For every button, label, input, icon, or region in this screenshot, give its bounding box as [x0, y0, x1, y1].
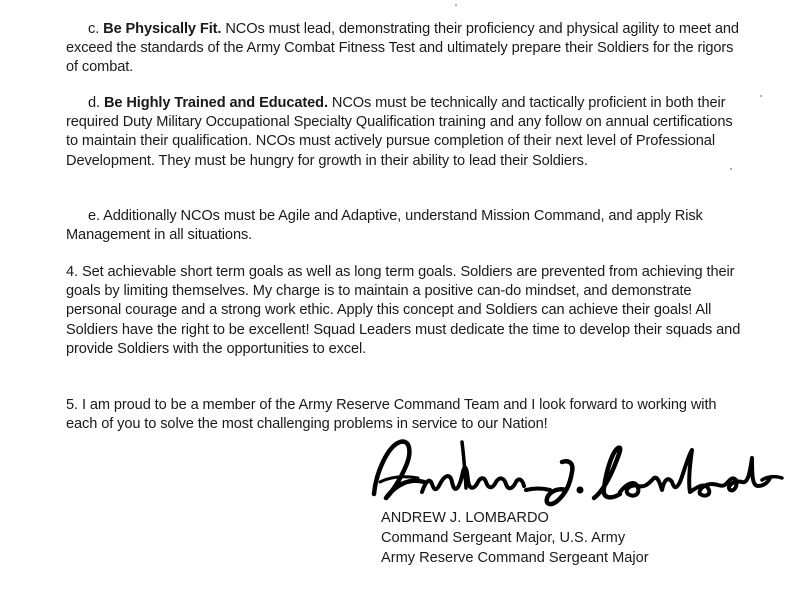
paragraph-d-marker: d. [88, 95, 100, 111]
paragraph-c-title: Be Physically Fit. [103, 21, 222, 37]
paragraph-4-body: Set achievable short term goals as well as long term goals. Soldiers are prevented from achieving their goals by limiting themselves. My charge is to maintain a positive can-do mindset, and demonstrate personal courage and a strong work ethic. Apply this concept and Soldiers can achieve their goals! All Soldiers have the right to be excellent! Squad Leaders must dedicate the time to develop their squads and provide Soldiers with the opportunities to excel. [66, 264, 741, 357]
paragraph-d-title: Be Highly Trained and Educated. [103, 95, 328, 111]
signer-title-2: Army Reserve Command Sergeant Major [381, 550, 649, 566]
paragraph-4 [66, 263, 746, 359]
paragraph-5-marker: 5. [66, 397, 78, 413]
paragraph-4-marker: 4. [66, 264, 78, 280]
scan-speck [455, 4, 457, 6]
paragraph-d [66, 94, 746, 171]
paragraph-5-body: I am proud to be a member of the Army Reserve Command Team and I look forward to working with each of you to solve the most challenging problems in service to our Nation! [66, 397, 717, 433]
signature-block [381, 508, 649, 568]
paragraph-c-body: NCOs must lead, demonstrating their proficiency and physical agility to meet and exceed the standards of the Army Combat Fitness Test and ultimately prepare their Soldiers for the rigors of combat. [66, 21, 739, 76]
paragraph-c [66, 20, 746, 78]
scan-speck [760, 95, 762, 97]
signer-name: ANDREW J. LOMBARDO [381, 510, 549, 526]
signer-title-1: Command Sergeant Major, U.S. Army [381, 530, 626, 546]
handwritten-signature-icon [366, 432, 786, 514]
paragraph-5 [66, 396, 746, 434]
paragraph-c-marker: c. [88, 21, 100, 37]
scan-speck [730, 168, 732, 170]
paragraph-e-body: Additionally NCOs must be Agile and Adaptive, understand Mission Command, and apply Risk Management in all situations. [66, 208, 703, 244]
paragraph-e-marker: e. [88, 208, 100, 224]
paragraph-e [66, 207, 746, 245]
paragraph-d-body: NCOs must be technically and tactically proficient in both their required Duty Military Occupational Specialty Qualification training and any follow on annual certifications to maintain their qualification. NCOs must actively pursue completion of their next level of Professional Development. They must be hungry for growth in their ability to lead their Soldiers. [66, 95, 733, 169]
